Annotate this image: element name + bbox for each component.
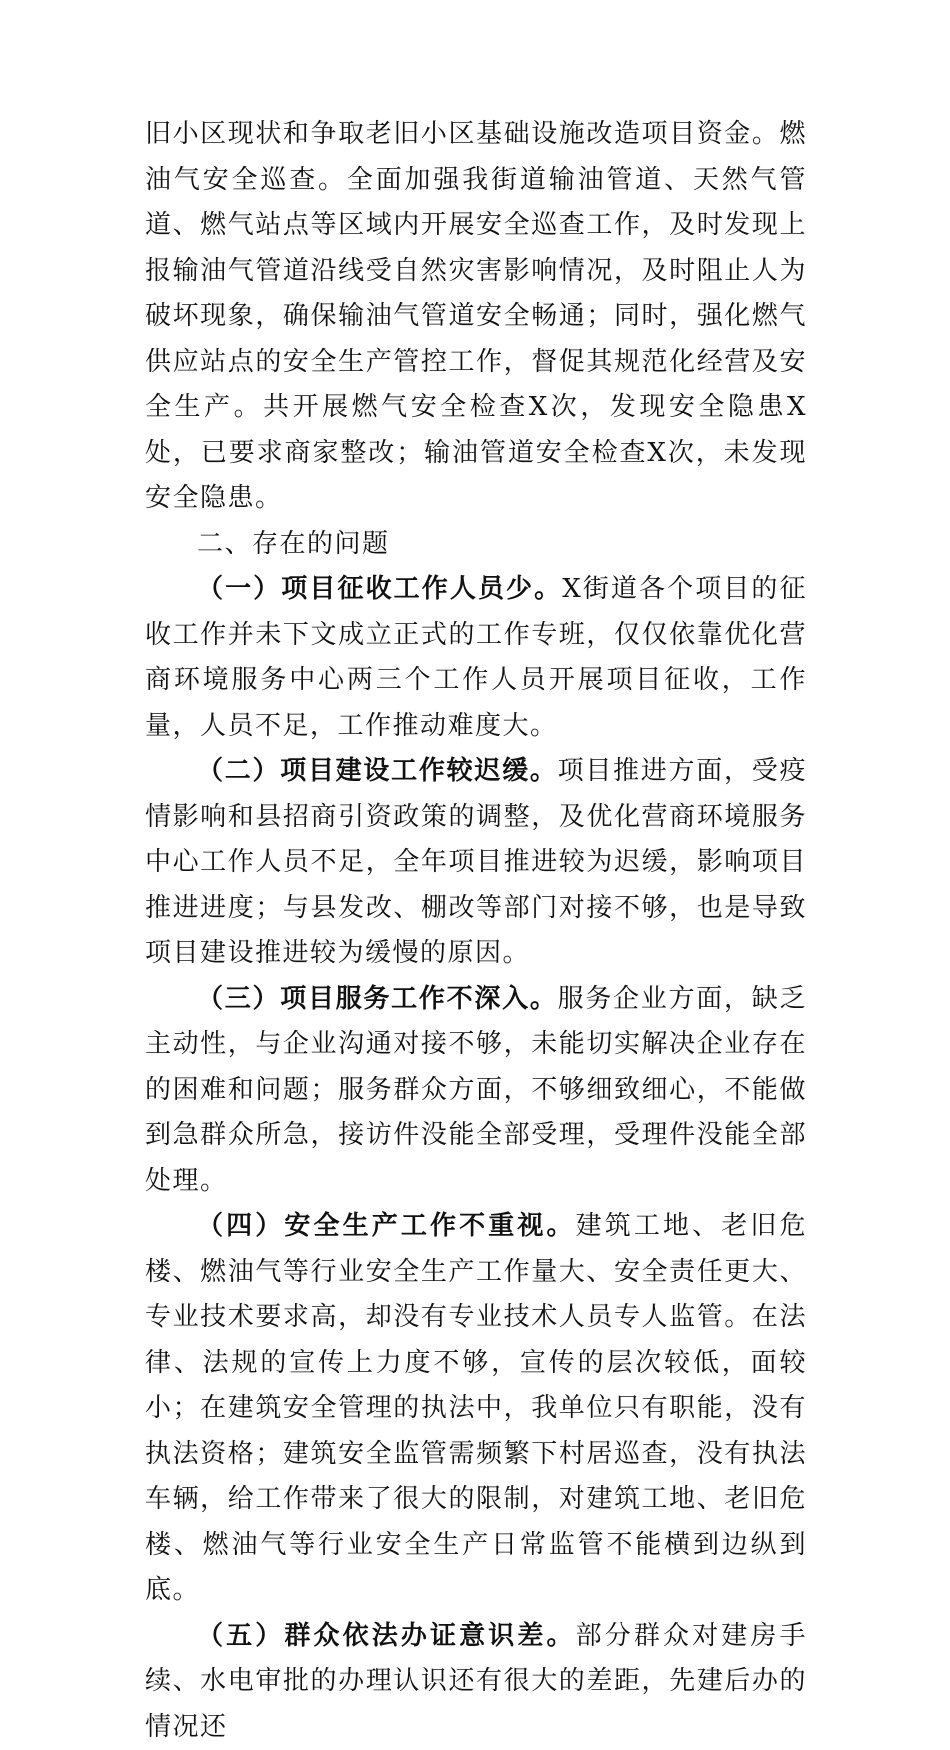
issue-title: （五）群众依法办证意识差。 xyxy=(197,1621,576,1651)
issue-title: （三）项目服务工作不深入。 xyxy=(197,984,558,1014)
issue-body: 建筑工地、老旧危楼、燃油气等行业安全生产工作量大、安全责任更大、专业技术要求高，却没有专业技术人员专人监管。在法律、法规的宣传上力度不够，宣传的层次较低，面较小；在建筑安全管理的执法中，我单位只有职能，没有执法资格；建筑安全监管需频繁下村居巡查，没有执法车辆，给工作带来了很大的限制，对建筑工地、老旧危楼、燃油气等行业安全生产日常监管不能横到边纵到底。 xyxy=(145,1211,807,1605)
issue-paragraph-2 xyxy=(145,749,807,977)
issue-paragraph-4 xyxy=(145,1204,807,1614)
issue-title: （二）项目建设工作较迟缓。 xyxy=(197,756,558,786)
issue-body: 服务企业方面，缺乏主动性，与企业沟通对接不够，未能切实解决企业存在的困难和问题；服务群众方面，不够细致细心，不能做到急群众所急，接访件没能全部受理，受理件没能全部处理。 xyxy=(145,984,807,1196)
issue-paragraph-1 xyxy=(145,567,807,749)
document-body xyxy=(145,112,807,1750)
intro-paragraph: 旧小区现状和争取老旧小区基础设施改造项目资金。燃油气安全巡查。全面加强我街道输油管道、天然气管道、燃气站点等区域内开展安全巡查工作，及时发现上报输油气管道沿线受自然灾害影响情况，及时阻止人为破坏现象，确保输油气管道安全畅通；同时，强化燃气供应站点的安全生产管控工作，督促其规范化经营及安全生产。共开展燃气安全检查X次，发现安全隐患X处，已要求商家整改；输油管道安全检查X次，未发现安全隐患。 xyxy=(145,112,807,522)
issue-body: X街道各个项目的征收工作并未下文成立正式的工作专班，仅仅依靠优化营商环境服务中心两三个工作人员开展项目征收，工作量，人员不足，工作推动难度大。 xyxy=(145,574,807,741)
issue-title: （一）项目征收工作人员少。 xyxy=(197,574,562,604)
issue-paragraph-5 xyxy=(145,1614,807,1750)
issue-title: （四）安全生产工作不重视。 xyxy=(197,1211,576,1241)
section-heading: 二、存在的问题 xyxy=(145,522,807,568)
issue-paragraph-3 xyxy=(145,977,807,1205)
issue-body: 项目推进方面，受疫情影响和县招商引资政策的调整，及优化营商环境服务中心工作人员不足，全年项目推进较为迟缓，影响项目推进进度；与县发改、棚改等部门对接不够，也是导致项目建设推进较为缓慢的原因。 xyxy=(145,756,807,968)
issue-body: 部分群众对建房手续、水电审批的办理认识还有很大的差距，先建后办的情况还 xyxy=(145,1621,807,1742)
